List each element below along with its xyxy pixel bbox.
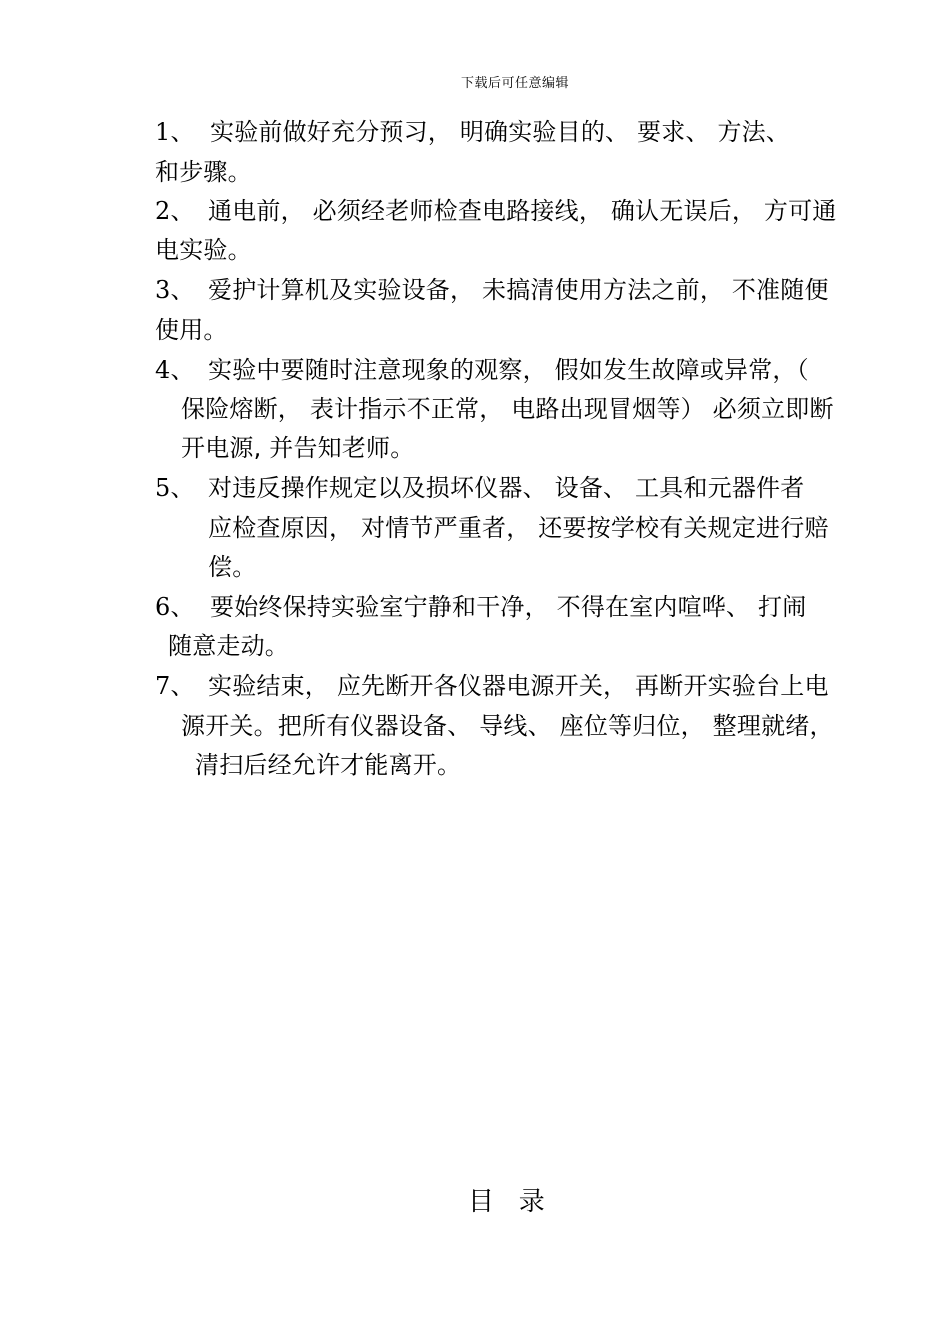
rule-7-number: 7、 (155, 672, 195, 700)
rule-7-line-3: 清扫后经允许才能离开。 (195, 751, 462, 779)
rule-5-text-1: 对违反操作规定以及损坏仪器、 设备、 工具和元器件者 (208, 474, 805, 502)
rule-4-line-1 (155, 355, 809, 385)
rule-4-line-3: 开电源, 并告知老师。 (181, 434, 415, 462)
rule-4-line-2: 保险熔断， 表计指示不正常， 电路出现冒烟等） 必须立即断 (181, 395, 834, 423)
rule-2-text-1: 通电前， 必须经老师检查电路接线， 确认无误后， 方可通 (208, 197, 837, 225)
rule-5-line-2: 应检查原因， 对情节严重者， 还要按学校有关规定进行赔 (208, 514, 829, 542)
rule-1-number: 1、 (155, 118, 195, 146)
rule-1-line-1 (155, 117, 790, 147)
rule-7-text-1: 实验结束， 应先断开各仪器电源开关， 再断开实验台上电 (208, 672, 829, 700)
rule-1-text-1: 实验前做好充分预习， 明确实验目的、 要求、 方法、 (210, 118, 791, 146)
rule-3-text-1: 爱护计算机及实验设备， 未搞清使用方法之前， 不准随便 (208, 276, 829, 304)
rule-2-number: 2、 (155, 197, 195, 225)
toc-title: 目 录 (468, 1187, 545, 1217)
rule-4-number: 4、 (155, 356, 195, 384)
rule-4-text-1: 实验中要随时注意现象的观察， 假如发生故障或异常，（ (208, 356, 809, 384)
rule-5-number: 5、 (155, 474, 195, 502)
rule-3-line-1 (155, 275, 829, 305)
rule-6-text-1: 要始终保持实验室宁静和干净， 不得在室内喧哗、 打闹 (210, 593, 807, 621)
rule-6-number: 6、 (155, 593, 195, 621)
rule-3-line-2: 使用。 (155, 316, 228, 344)
rule-1-line-2: 和步骤。 (155, 158, 252, 186)
rule-5-line-1 (155, 473, 804, 503)
page-header: 下载后可任意编辑 (460, 76, 569, 91)
rule-3-number: 3、 (155, 276, 195, 304)
rule-7-line-2: 源开关。把所有仪器设备、 导线、 座位等归位， 整理就绪， (181, 712, 834, 740)
rule-7-line-1 (155, 671, 829, 701)
rule-2-line-2: 电实验。 (155, 236, 252, 264)
rule-5-line-3: 偿。 (208, 553, 257, 581)
rule-6-line-1 (155, 592, 806, 622)
rule-2-line-1 (155, 196, 837, 226)
rule-6-line-2: 随意走动。 (168, 632, 289, 660)
